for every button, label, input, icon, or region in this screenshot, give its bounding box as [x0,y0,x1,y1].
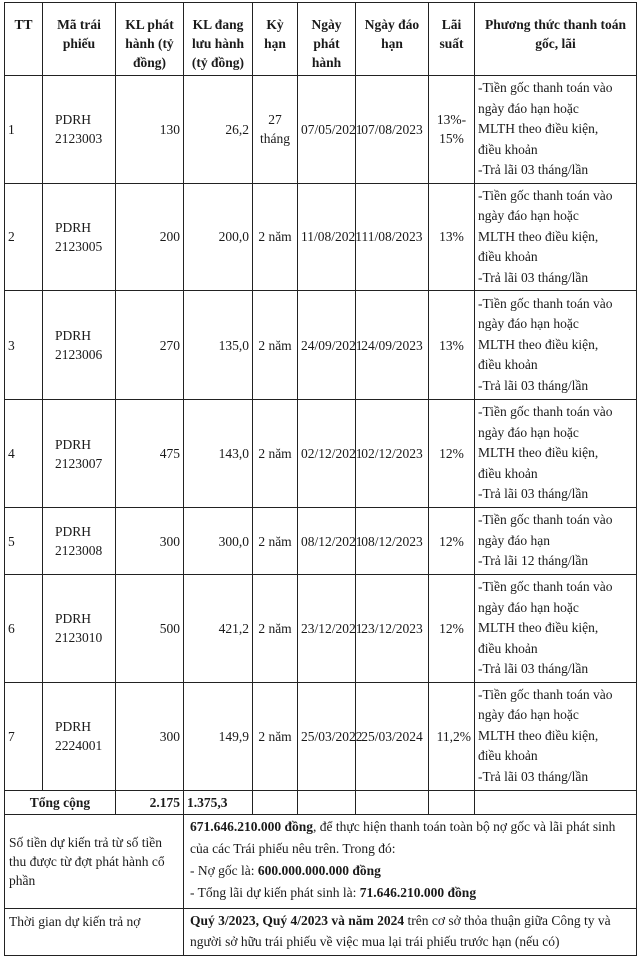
cell-maturity: 11/08/2023 [356,183,429,291]
cell-term: 2 năm [253,400,298,508]
cell-issued: 475 [116,400,184,508]
cell-method: -Tiền gốc thanh toán vào ngày đáo hạn hoặc MLTH theo điều kiện, điều khoản -Trả lãi 03 tháng/lần [475,291,637,400]
cell-method: -Tiền gốc thanh toán vào ngày đáo hạn hoặc MLTH theo điều kiện, điều khoản -Trả lãi 03 tháng/lần [475,183,637,291]
cell-code: PDRH 2123005 [43,183,116,291]
cell-term: 2 năm [253,682,298,790]
total-empty [356,790,429,814]
cell-method: -Tiền gốc thanh toán vào ngày đáo hạn hoặc MLTH theo điều kiện, điều khoản -Trả lãi 03 tháng/lần [475,400,637,508]
table-row [5,400,637,508]
cell-issued: 130 [116,76,184,184]
cell-tt: 3 [5,291,43,400]
cell-tt: 7 [5,682,43,790]
cell-maturity: 24/09/2023 [356,291,429,400]
cell-code: PDRH 2224001 [43,682,116,790]
cell-outstanding: 200,0 [184,183,253,291]
cell-code: PDRH 2123006 [43,291,116,400]
payment-source-row [5,814,637,908]
payment-time-row [5,908,637,955]
cell-outstanding: 143,0 [184,400,253,508]
total-issued: 2.175 [116,790,184,814]
cell-term: 2 năm [253,575,298,683]
cell-tt: 6 [5,575,43,683]
cell-maturity: 23/12/2023 [356,575,429,683]
cell-outstanding: 135,0 [184,291,253,400]
cell-rate: 13% [429,291,475,400]
payment-source-label: Số tiền dự kiến trả từ số tiền thu được từ đợt phát hành cổ phần [5,814,184,908]
cell-outstanding: 149,9 [184,682,253,790]
cell-issue-date: 08/12/2021 [298,508,356,575]
table-row [5,291,637,400]
cell-code: PDRH 2123008 [43,508,116,575]
cell-maturity: 08/12/2023 [356,508,429,575]
header-issue-date: Ngày phát hành [298,3,356,76]
table-row [5,76,637,184]
cell-maturity: 25/03/2024 [356,682,429,790]
cell-method: -Tiền gốc thanh toán vào ngày đáo hạn hoặc MLTH theo điều kiện, điều khoản -Trả lãi 03 tháng/lần [475,575,637,683]
header-issued: KL phát hành (tỷ đồng) [116,3,184,76]
cell-rate: 11,2% [429,682,475,790]
cell-maturity: 02/12/2023 [356,400,429,508]
payment-source-detail: 671.646.210.000 đồng, để thực hiện thanh toán toàn bộ nợ gốc và lãi phát sinh của các Trái phiếu nêu trên. Trong đó: - Nợ gốc là: 600.000.000.000 đồng - Tổng lãi dự kiến phát sinh là: 71.646.210.000 đồng [184,814,637,908]
table-row [5,682,637,790]
total-outstanding: 1.375,3 [184,790,253,814]
cell-tt: 2 [5,183,43,291]
header-outstanding: KL đang lưu hành (tỷ đồng) [184,3,253,76]
header-tt: TT [5,3,43,76]
total-empty [253,790,298,814]
header-rate: Lãi suất [429,3,475,76]
cell-rate: 12% [429,400,475,508]
cell-rate: 12% [429,575,475,683]
cell-term: 2 năm [253,183,298,291]
total-empty [429,790,475,814]
cell-method: -Tiền gốc thanh toán vào ngày đáo hạn -Trả lãi 12 tháng/lần [475,508,637,575]
cell-tt: 4 [5,400,43,508]
total-empty [475,790,637,814]
cell-maturity: 07/08/2023 [356,76,429,184]
cell-outstanding: 26,2 [184,76,253,184]
cell-issued: 300 [116,682,184,790]
cell-issue-date: 24/09/2021 [298,291,356,400]
cell-tt: 5 [5,508,43,575]
cell-rate: 13% [429,183,475,291]
cell-issue-date: 25/03/2022 [298,682,356,790]
cell-issued: 300 [116,508,184,575]
cell-issue-date: 23/12/2021 [298,575,356,683]
payment-time-label: Thời gian dự kiến trả nợ [5,908,184,955]
cell-issue-date: 02/12/2021 [298,400,356,508]
cell-rate: 12% [429,508,475,575]
table-row [5,575,637,683]
cell-method: -Tiền gốc thanh toán vào ngày đáo hạn hoặc MLTH theo điều kiện, điều khoản -Trả lãi 03 tháng/lần [475,682,637,790]
cell-issued: 200 [116,183,184,291]
cell-issue-date: 07/05/2021 [298,76,356,184]
total-empty [298,790,356,814]
cell-term: 2 năm [253,291,298,400]
cell-code: PDRH 2123007 [43,400,116,508]
cell-term: 27 tháng [253,76,298,184]
cell-tt: 1 [5,76,43,184]
cell-issued: 270 [116,291,184,400]
cell-method: -Tiền gốc thanh toán vào ngày đáo hạn hoặc MLTH theo điều kiện, điều khoản -Trả lãi 03 tháng/lần [475,76,637,184]
cell-outstanding: 421,2 [184,575,253,683]
cell-outstanding: 300,0 [184,508,253,575]
cell-term: 2 năm [253,508,298,575]
header-maturity: Ngày đáo hạn [356,3,429,76]
header-code: Mã trái phiếu [43,3,116,76]
header-method: Phương thức thanh toán gốc, lãi [475,3,637,76]
cell-issue-date: 11/08/2021 [298,183,356,291]
payment-time-detail: Quý 3/2023, Quý 4/2023 và năm 2024 trên cơ sở thỏa thuận giữa Công ty và người sở hữu trái phiếu về việc mua lại trái phiếu trước hạn (nếu có) [184,908,637,955]
table-row [5,508,637,575]
cell-code: PDRH 2123010 [43,575,116,683]
cell-rate: 13%- 15% [429,76,475,184]
header-row [5,3,637,76]
cell-code: PDRH 2123003 [43,76,116,184]
table-row [5,183,637,291]
bond-table [4,2,637,956]
total-label: Tổng cộng [5,790,116,814]
total-row [5,790,637,814]
header-term: Kỳ hạn [253,3,298,76]
cell-issued: 500 [116,575,184,683]
